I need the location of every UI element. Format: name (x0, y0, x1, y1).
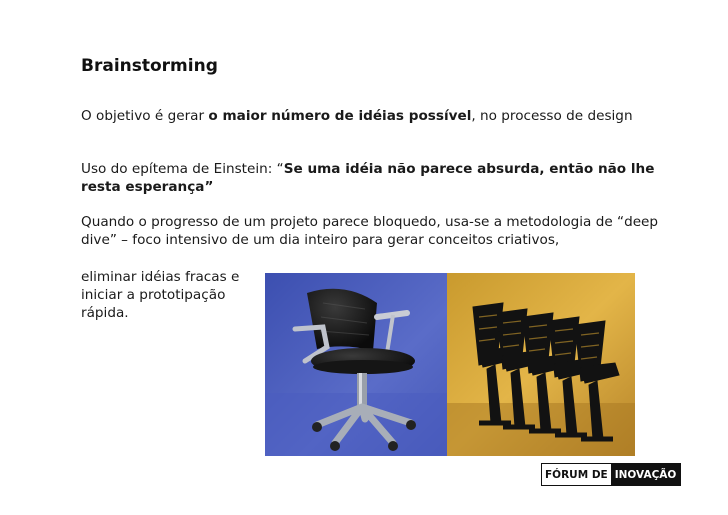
slide-title: Brainstorming (81, 56, 218, 76)
paragraph-deep-dive: Quando o progresso de um projeto parece bloquedo, usa-se a metodologia de “deep dive” – foco intensivo de um dia inteiro para gerar conceitos criativos, (81, 214, 659, 248)
chairs-photo (265, 273, 635, 456)
einstein-quote-bold: Se uma idéia não parece absurda, então não lhe resta esperança” (81, 161, 655, 195)
objective-text-bold: o maior número de idéias possível (208, 108, 472, 124)
paragraph-einstein (81, 160, 671, 196)
objective-text-post: , no processo de design (471, 108, 633, 124)
paragraph-deep-dive-tail: eliminar idéias fracas e iniciar a prototipação rápida. (81, 269, 240, 321)
objective-text-pre: O objetivo é gerar (81, 108, 209, 124)
paragraph-objective (81, 107, 671, 125)
forum-de-inovacao-logo (541, 463, 681, 486)
einstein-text-pre: Uso do epítema de Einstein: “ (81, 161, 284, 177)
logo-text-right: INOVAÇÃO (611, 464, 681, 485)
logo-text-left: FÓRUM DE (542, 464, 611, 485)
